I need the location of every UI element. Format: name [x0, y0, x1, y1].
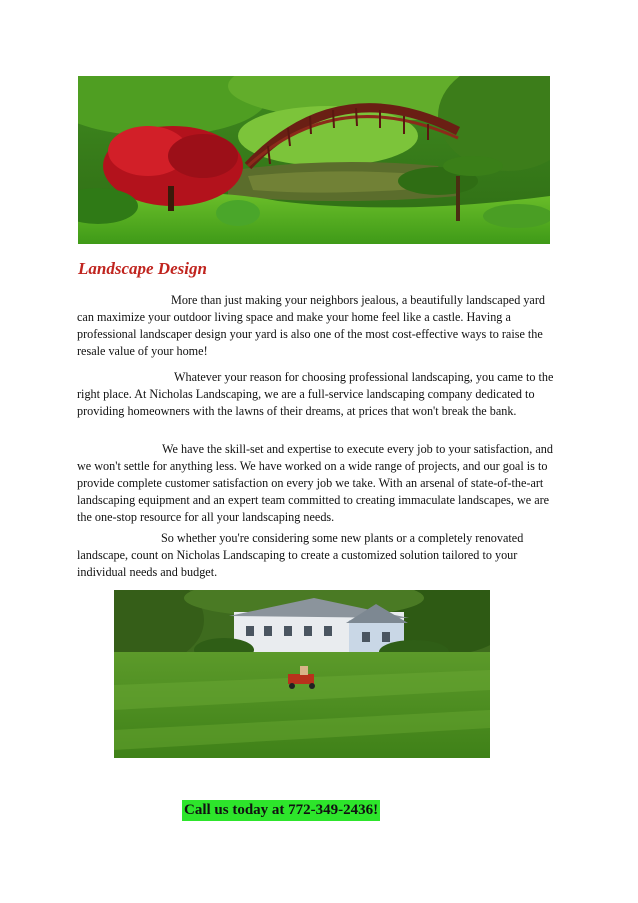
garden-bridge-image	[78, 76, 550, 244]
paragraph-2: Whatever your reason for choosing professional landscaping, you came to the right place. At Nicholas Landscaping, we are a full-service landscaping company dedicated to providing homeowners with the lawns of their dreams, at prices that won't break the bank.	[77, 370, 554, 418]
paragraph-3: We have the skill-set and expertise to execute every job to your satisfaction, and we won't settle for anything less. We have worked on a wide range of projects, and our goal is to provide complete customer satisfaction on every job we take. With an arsenal of state-of-the-art landscaping equipment and an expert team committed to creating immaculate landscapes, we are the one-stop resource for all your landscaping needs.	[77, 442, 553, 524]
call-to-action: Call us today at 772-349-2436!	[182, 800, 380, 821]
page-title: Landscape Design	[78, 259, 207, 278]
lawn-mowing-photo	[114, 590, 490, 758]
paragraph-1: More than just making your neighbors jealous, a beautifully landscaped yard can maximize your outdoor living space and make your home feel like a castle. Having a professional landscaper design your yard is also one of the most cost-effective ways to raise the resale value of your home!	[77, 293, 545, 358]
paragraph-4: So whether you're considering some new plants or a completely renovated landscape, count on Nicholas Landscaping to create a customized solution tailored to your individual needs and budget.	[77, 531, 524, 579]
